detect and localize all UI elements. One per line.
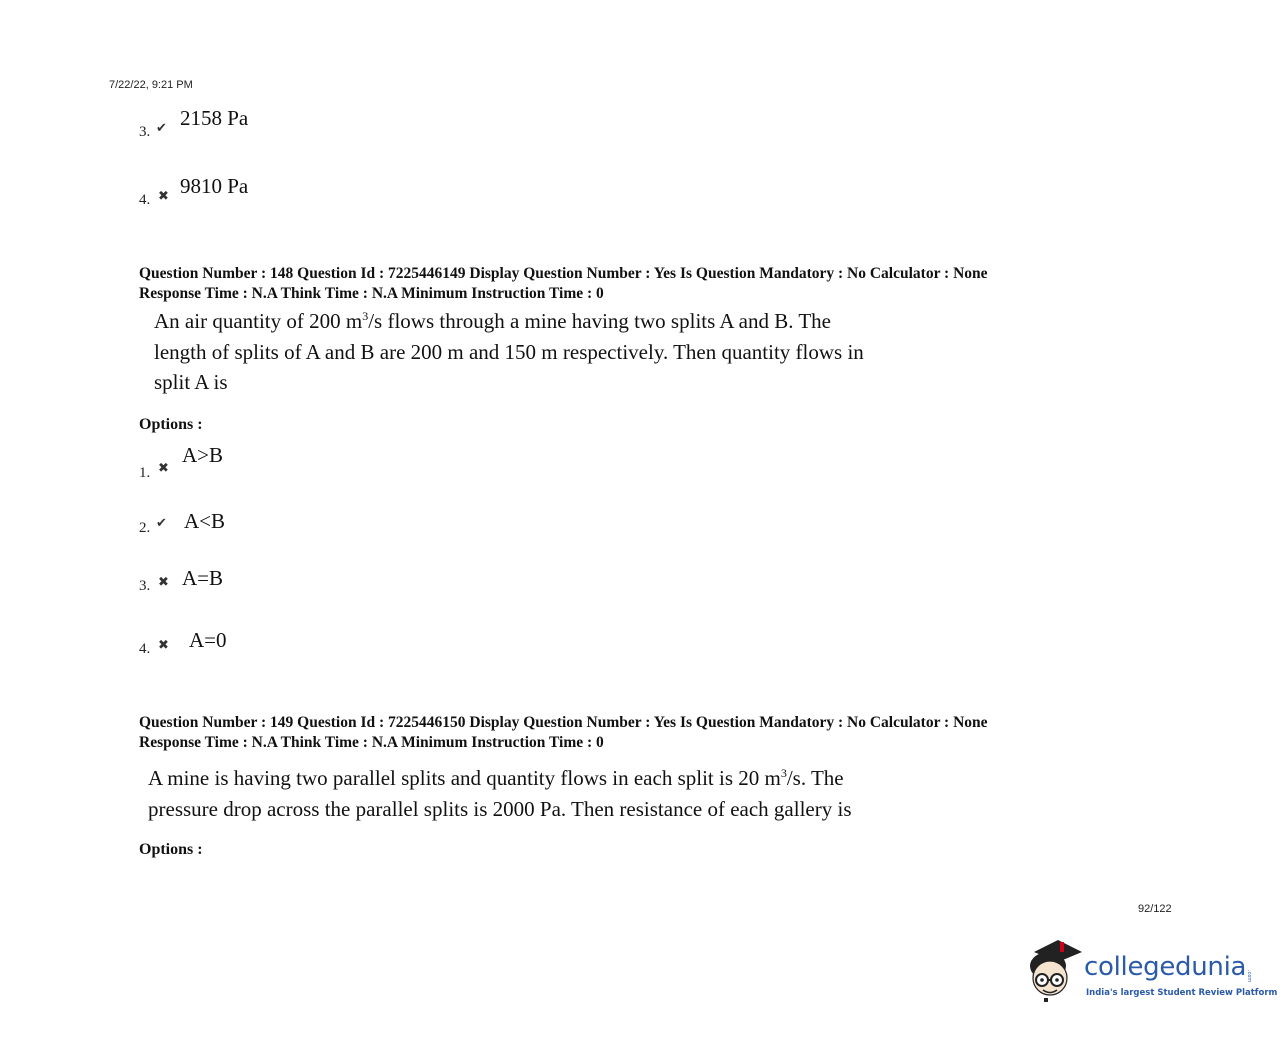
question-meta-line2: Response Time : N.A Think Time : N.A Minimum Instruction Time : 0 — [139, 285, 604, 302]
question-text — [154, 306, 864, 398]
brand-name: collegedunia — [1084, 952, 1247, 982]
correct-check-icon: ✔ — [156, 516, 167, 531]
options-label: Options : — [139, 841, 203, 858]
option-number: 1. — [139, 465, 151, 481]
options-label: Options : — [139, 416, 203, 433]
brand-logo — [1084, 952, 1252, 982]
print-timestamp: 7/22/22, 9:21 PM — [109, 79, 193, 91]
wrong-cross-icon: ✖ — [158, 189, 169, 204]
option-number: 3. — [139, 124, 151, 140]
brand-tagline: India's largest Student Review Platform — [1086, 988, 1278, 998]
wrong-cross-icon: ✖ — [158, 575, 169, 590]
superscript: 3 — [780, 766, 787, 780]
wrong-cross-icon: ✖ — [158, 638, 169, 653]
question-text-part: An air quantity of 200 m — [154, 309, 363, 333]
page-number: 92/122 — [1138, 903, 1172, 915]
brand-suffix: .com — [1246, 969, 1253, 982]
option-text: A=0 — [189, 628, 227, 652]
option-number: 4. — [139, 192, 151, 208]
wrong-cross-icon: ✖ — [158, 461, 169, 476]
mascot-logo-icon — [1024, 938, 1082, 1004]
question-text-part: A mine is having two parallel splits and quantity flows in each split is 20 m — [148, 766, 781, 790]
question-meta-line1: Question Number : 149 Question Id : 7225446150 Display Question Number : Yes Is Question Mandatory : No Calculator : None — [139, 714, 988, 731]
option-text: 2158 Pa — [180, 106, 249, 130]
correct-check-icon: ✔ — [156, 121, 167, 136]
option-number: 4. — [139, 641, 151, 657]
option-text: A>B — [182, 443, 224, 467]
superscript: 3 — [362, 309, 369, 323]
question-text-part: /s. The — [786, 766, 844, 790]
question-text — [148, 763, 852, 824]
option-text: A<B — [184, 509, 226, 533]
question-meta-line2: Response Time : N.A Think Time : N.A Minimum Instruction Time : 0 — [139, 734, 604, 751]
question-text-line: pressure drop across the parallel splits is 2000 Pa. Then resistance of each gallery is — [148, 796, 852, 821]
option-text: A=B — [182, 566, 224, 590]
question-text-line: length of splits of A and B are 200 m and 150 m respectively. Then quantity flows in — [154, 339, 864, 364]
option-number: 2. — [139, 520, 151, 536]
question-meta-line1: Question Number : 148 Question Id : 7225446149 Display Question Number : Yes Is Question Mandatory : No Calculator : None — [139, 265, 988, 282]
question-text-part: /s flows through a mine having two splits A and B. The — [368, 309, 831, 333]
question-text-line: split A is — [154, 370, 228, 394]
option-number: 3. — [139, 578, 151, 594]
option-text: 9810 Pa — [180, 174, 249, 198]
